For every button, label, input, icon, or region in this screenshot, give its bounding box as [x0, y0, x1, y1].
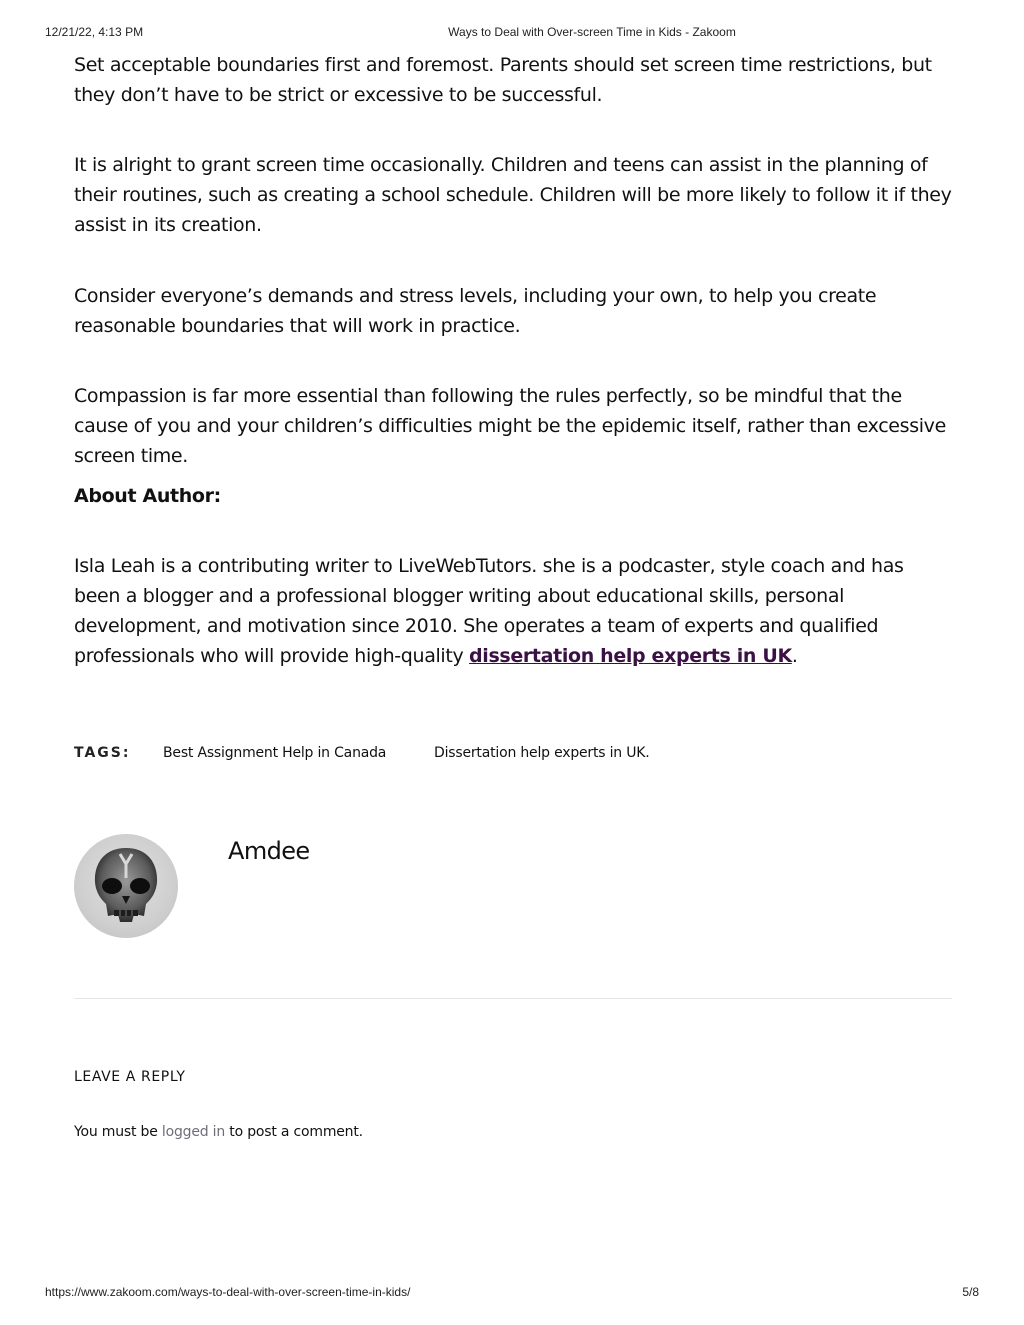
- about-author-heading: About Author:: [74, 485, 221, 507]
- article-paragraph: Compassion is far more essential than following the rules perfectly, so be mindful that the cause of you and your children’s difficulties might be the epidemic itself, rather than excessive screen time.: [74, 385, 946, 467]
- logged-in-link[interactable]: logged in: [161, 1124, 226, 1140]
- print-datetime: 12/21/22, 4:13 PM: [45, 25, 144, 39]
- author-name[interactable]: Amdee: [228, 837, 310, 865]
- leave-reply-title: LEAVE A REPLY: [74, 1069, 186, 1085]
- tag-link-assignment-help[interactable]: Best Assignment Help in Canada: [163, 745, 387, 761]
- about-author-text: Isla Leah is a contributing writer to LiveWebTutors. she is a podcaster, style coach and has been a blogger and a professional blogger writing about educational skills, personal development, and motivation since 2010. She operates a team of experts and qualified professionals who will provide high-quality: [74, 555, 904, 667]
- print-page-number: 5/8: [962, 1285, 979, 1299]
- print-footer: [0, 1285, 1024, 1301]
- article-paragraph: It is alright to grant screen time occasionally. Children and teens can assist in the planning of their routines, such as creating a school schedule. Children will be more likely to follow it if they assist in its creation.: [74, 154, 952, 236]
- article-paragraph: Set acceptable boundaries first and foremost. Parents should set screen time restrictions, but they don’t have to be strict or excessive to be successful.: [74, 54, 932, 106]
- skull-avatar-icon: [74, 834, 178, 938]
- about-author-paragraph: [74, 551, 954, 671]
- login-note-suffix: to post a comment.: [225, 1124, 363, 1140]
- print-page-title: Ways to Deal with Over-screen Time in Kids - Zakoom: [448, 25, 736, 39]
- print-url: https://www.zakoom.com/ways-to-deal-with-over-screen-time-in-kids/: [45, 1285, 411, 1299]
- tags-label: TAGS:: [74, 745, 131, 761]
- dissertation-help-link[interactable]: dissertation help experts in UK: [469, 645, 792, 667]
- tag-link-dissertation-help[interactable]: Dissertation help experts in UK.: [434, 745, 650, 761]
- about-author-text-end: .: [791, 645, 798, 667]
- article-paragraph: Consider everyone’s demands and stress levels, including your own, to help you create reasonable boundaries that will work in practice.: [74, 285, 877, 337]
- login-required-note: [74, 1122, 363, 1142]
- login-note-prefix: You must be: [74, 1124, 162, 1140]
- section-divider: [74, 998, 952, 999]
- print-header: [0, 25, 1024, 41]
- author-avatar[interactable]: [74, 834, 178, 938]
